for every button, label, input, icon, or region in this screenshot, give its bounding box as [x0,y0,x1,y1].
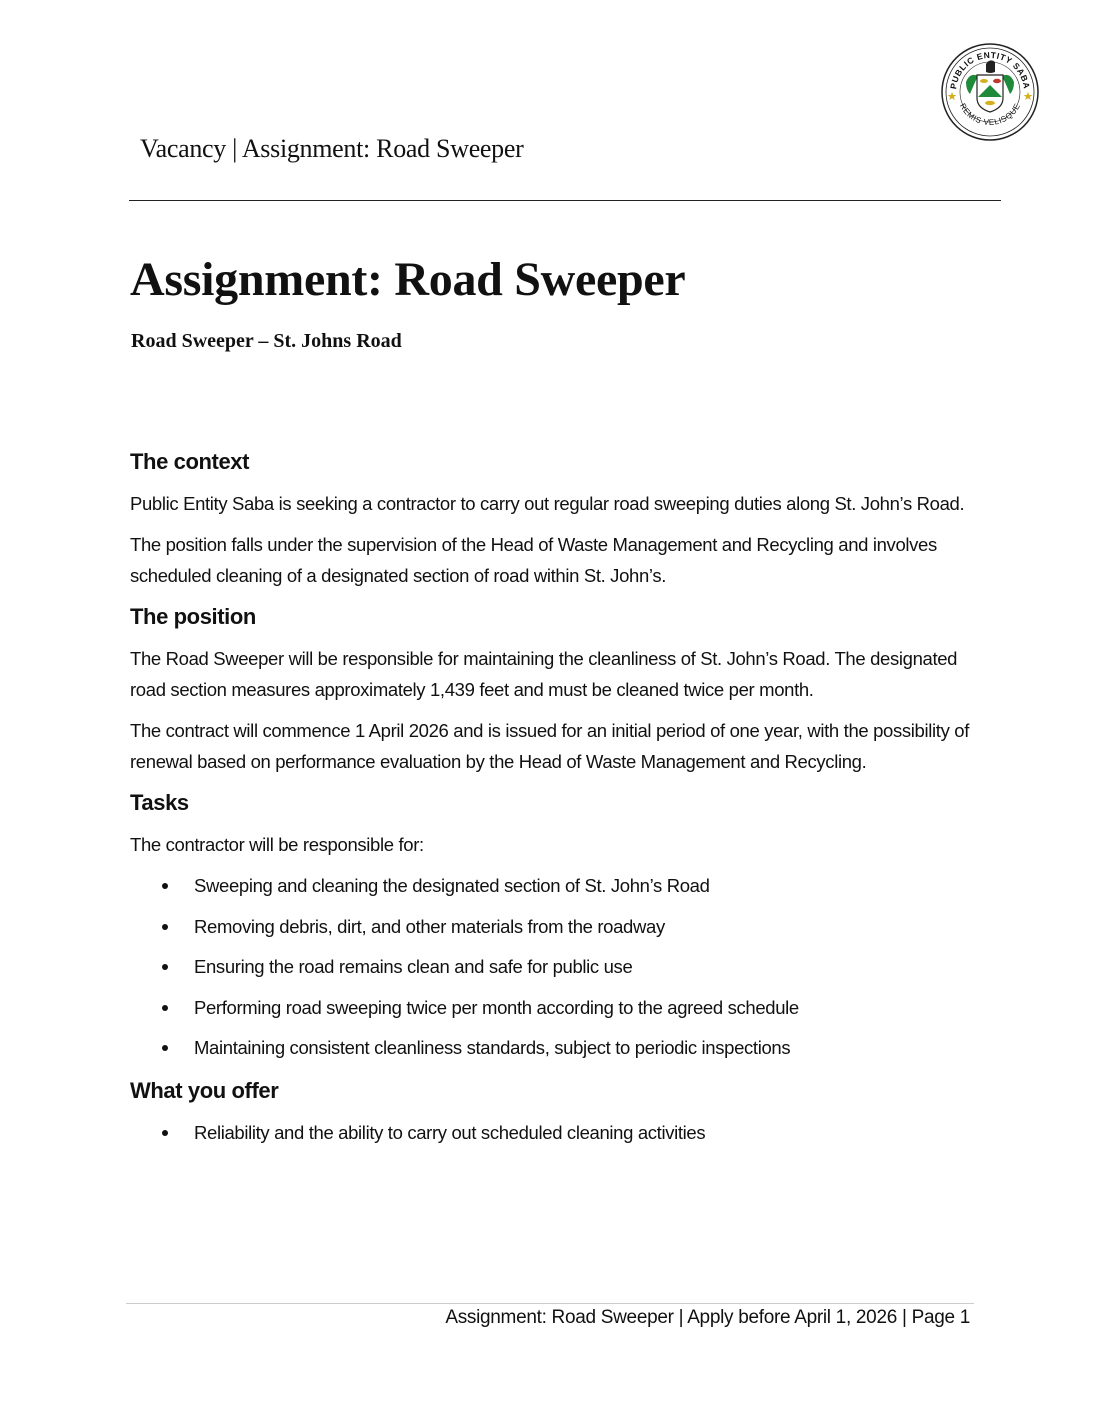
page-footer: Assignment: Road Sweeper | Apply before April 1, 2026 | Page 1 [445,1307,970,1328]
bullet-icon [162,883,168,889]
bullet-icon [162,1045,168,1051]
list-item-text: Ensuring the road remains clean and safe for public use [194,956,633,977]
footer-divider [126,1303,974,1304]
paragraph: The position falls under the supervision of the Head of Waste Management and Recycling and involves scheduled cleaning of a designated section of road within St. John’s. [130,534,937,586]
list-item-text: Reliability and the ability to carry out scheduled cleaning activities [194,1122,706,1143]
offer-list [130,1117,980,1148]
list-item [130,992,980,1023]
list-item [130,911,980,942]
section-tasks [130,787,980,1063]
document-title: Assignment: Road Sweeper [130,253,686,306]
paragraph: The Road Sweeper will be responsible for maintaining the cleanliness of St. John’s Road. The designated road section measures approximately 1,439 feet and must be cleaned twice per month. [130,648,958,700]
list-item [130,1117,980,1148]
list-item-text: Removing debris, dirt, and other materials from the roadway [194,915,665,937]
list-item [130,870,980,901]
public-entity-saba-seal [940,42,1040,142]
bullet-icon [162,964,168,970]
paragraph: The contract will commence 1 April 2026 and is issued for an initial period of one year, with the possibility of renewal based on performance evaluation by the Head of Waste Management and Recycling. [130,720,969,772]
section-context [130,446,980,591]
seal-top-text: PUBLIC ENTITY SABA [948,49,1032,90]
list-item [130,1032,980,1063]
bullet-icon [162,1005,168,1011]
seal-motto: REMIS VELISQUE [957,101,1023,128]
header-divider [129,200,1001,201]
bullet-icon [162,1130,168,1136]
document-subtitle: Road Sweeper – St. Johns Road [131,330,402,352]
seal-emblem-icon [940,42,1040,142]
document-body [130,446,980,1160]
list-item [130,951,980,982]
tasks-list [130,870,980,1063]
section-heading: Tasks [130,790,189,815]
section-position [130,601,980,777]
header-title: Vacancy | Assignment: Road Sweeper [140,134,524,163]
list-item-text: Performing road sweeping twice per month according to the agreed schedule [194,996,799,1018]
section-what-you-offer [130,1075,980,1148]
paragraph: Public Entity Saba is seeking a contractor to carry out regular road sweeping duties along St. John’s Road. [130,493,965,514]
section-heading: The context [130,449,250,474]
bullet-icon [162,924,168,930]
section-heading: The position [130,604,256,629]
section-heading: What you offer [130,1078,279,1103]
list-item-text: Sweeping and cleaning the designated section of St. John’s Road [194,875,710,896]
tasks-intro: The contractor will be responsible for: [130,834,424,855]
list-item-text: Maintaining consistent cleanliness standards, subject to periodic inspections [194,1037,791,1058]
